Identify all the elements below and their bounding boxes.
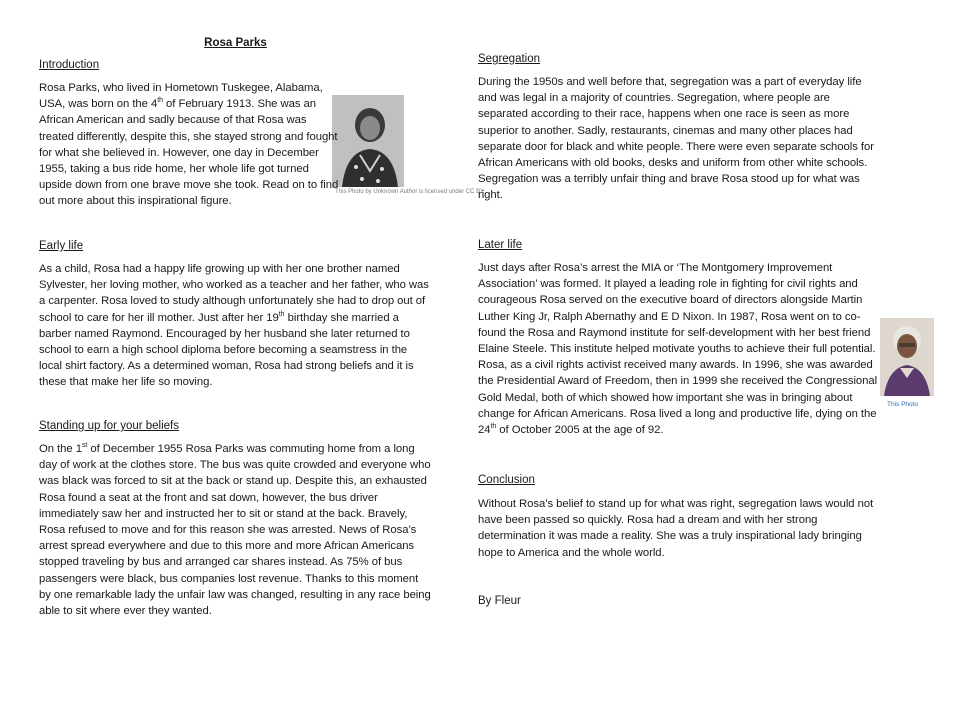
author-signature: By Fleur <box>478 595 521 607</box>
early-life-text: As a child, Rosa had a happy life growing up with her one brother named Sylvester, her loving mother, who worked as a teacher and her father, who was a carpenter. Rosa loved to study although unfortunately she had to drop out of school to care for her ill mother. Just after her 19th birthday she married a barber named Raymond. Encouraged by her husband she later returned to school to earn a high school diploma before becoming a seamstress in the local shirt factory. As a determined woman, Rosa had strong beliefs and it is these that make her life so moving. <box>39 263 429 389</box>
later-life-text: Just days after Rosa’s arrest the MIA or ‘The Montgomery Improvement Association’ was formed. It played a leading role in fighting for civil rights and courageous Rosa served on the executive board of directors alongside Martin Luther King Jr, Ralph Abernathy and E D Nixon. In 1987, Rosa went on to co-found the Rosa and Raymond institute for self-development with her best friend Elaine Steele. This institute helped motivate youths to achieve their full potential. Rosa, as a civil rights activist received many awards. In 1996, she was awarded the Presidential Award of Freedom, then in 1999 she received the Congressional Gold Medal, both of which showed how important she was in bringing about change for African Americans. Rosa lived a long and productive life, dying on the 24th of October 2005 at the age of 92. <box>478 262 878 437</box>
rosa-parks-young-photo <box>332 95 404 187</box>
segregation-text: During the 1950s and well before that, segregation was a part of everyday life and was legal in a majority of countries. Segregation, where people are separated according to their race, happens when one race is seen as more superior to another. Sadly, restaurants, cinemas and many other places had separate door for black and white people. There were even separate schools for African Americans with old books, desks and uniform from other white schools. Segregation was a terribly unfair thing and brave Rosa stood up for what was right. <box>478 76 874 202</box>
standing-up-heading: Standing up for your beliefs <box>39 420 180 432</box>
segregation-heading: Segregation <box>478 53 541 65</box>
later-life-heading: Later life <box>478 239 523 251</box>
page-title: Rosa Parks <box>204 37 267 49</box>
introduction-text: Rosa Parks, who lived in Hometown Tuskegee, Alabama, USA, was born on the 4th of February 1913. She was an African American and sadly because of that Rosa was treated differently, despite this, she stayed strong and fought for what she believed in. However, one day in December 1955, taking a bus ride home, her whole life got turned upside down from one brave move she took. Read on to find out more about this inspirational figure. <box>39 82 339 208</box>
older-photo-caption: This Photo <box>887 401 919 408</box>
photo-illustration-icon <box>332 95 404 187</box>
standing-up-text: On the 1st of December 1955 Rosa Parks was commuting home from a long day of work at the clothes store. The bus was quite crowded and everyone who was black was forced to sit at the back or stand up. Despite this, an exhausted Rosa found a seat at the front and sat down, however, the bus driver immediately saw her and instructed her to sit or stand at the back. Bravely, Rosa refused to move and for this reason she was arrested. News of Rosa’s arrest spread everywhere and due to this more and more African Americans stopped traveling by bus and arranged car shares instead. As 75% of bus passengers were black, bus companies lost revenue. Thanks to this moment by one remarkable lady the unfair law was changed, resulting in any race being able to sit where ever they wanted. <box>39 442 431 618</box>
conclusion-heading: Conclusion <box>478 474 535 486</box>
photo-illustration-icon <box>880 318 934 396</box>
young-photo-caption: This Photo by Unknown Author is licensed under CC BY <box>335 189 485 195</box>
early-life-heading: Early life <box>39 240 84 252</box>
conclusion-text: Without Rosa’s belief to stand up for what was right, segregation laws would not have been passed so quickly. Rosa had a dream and with her strong determination it was made a reality. She was a truly inspirational lady bringing hope to America and the whole world. <box>478 498 874 559</box>
rosa-parks-older-photo <box>880 318 934 396</box>
introduction-heading: Introduction <box>39 59 100 71</box>
